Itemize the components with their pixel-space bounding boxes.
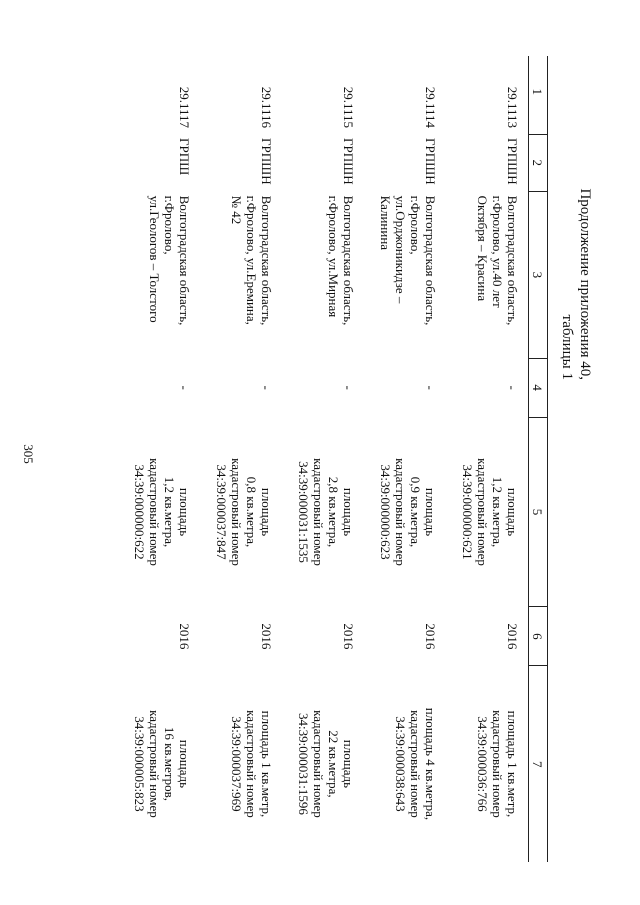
cell-col7: площадь 22 кв.метра, кадастровый номер 34:39:000031:1596: [296, 710, 356, 818]
cell-col5: площадь 1,2 кв.метра, кадастровый номер 34:39:000000:622: [132, 458, 192, 566]
header-col-1: 1: [529, 56, 548, 134]
cell-number: 29.1117: [177, 86, 192, 128]
header-col-3: 3: [529, 192, 548, 359]
cell-type: ГРПШН: [341, 138, 356, 185]
table-row: [118, 56, 200, 862]
header-col-6: 6: [529, 607, 548, 666]
cell-col5: площадь 2,8 кв.метра, кадастровый номер 34:39:000031:1535: [296, 458, 356, 566]
table-row: [200, 56, 282, 862]
header-col-4: 4: [529, 358, 548, 417]
page-number: 305: [20, 444, 36, 464]
cell-col7: площадь 4 кв.метра, кадастровый номер 34:39:000038:643: [393, 707, 438, 821]
cell-col5: площадь 0,8 кв.метра, кадастровый номер 34:39:000037:847: [214, 458, 274, 566]
cell-col7: площадь 1 кв.метр, кадастровый номер 34:39:000036:766: [475, 710, 520, 818]
data-table: [118, 56, 548, 862]
cell-col4: -: [341, 385, 356, 390]
cell-col5: площадь 1,2 кв.метра, кадастровый номер 34:39:000000:621: [460, 458, 520, 566]
cell-type: ГРПШН: [423, 138, 438, 185]
cell-number: 29.1115: [341, 86, 356, 128]
header-col-5: 5: [529, 417, 548, 607]
cell-year: 2016: [505, 623, 520, 650]
cell-col4: -: [177, 385, 192, 390]
header-col-7: 7: [529, 666, 548, 862]
cell-address: Волгоградская область, г.Фролово, ул.Мирная: [326, 195, 356, 326]
cell-address: Волгоградская область, г.Фролово, ул.Геологов – Толстого: [147, 195, 192, 326]
header-row: [529, 56, 548, 862]
header-col-2: 2: [529, 134, 548, 192]
cell-col5: площадь 0,9 кв.метра, кадастровый номер 34:39:000000:623: [378, 458, 438, 566]
table-row: [282, 56, 364, 862]
table-row: [446, 56, 529, 862]
cell-type: ГРПШ: [177, 138, 192, 176]
cell-address: Волгоградская область, г.Фролово, ул.40 лет Октября – Красина: [475, 195, 520, 326]
cell-col4: -: [259, 385, 274, 390]
cell-year: 2016: [341, 623, 356, 650]
cell-col7: площадь 16 кв.метров, кадастровый номер 34:39:000005:823: [132, 710, 192, 818]
cell-type: ГРПШН: [259, 138, 274, 185]
table-caption: [558, 40, 594, 380]
cell-address: Волгоградская область, г.Фролово, ул.Еремина, № 42: [229, 195, 274, 326]
cell-col7: площадь 1 кв.метр, кадастровый номер 34:39:000037:969: [229, 710, 274, 818]
cell-year: 2016: [423, 623, 438, 650]
table-row: [364, 56, 446, 862]
cell-year: 2016: [177, 623, 192, 650]
cell-number: 29.1113: [505, 86, 520, 128]
cell-number: 29.1114: [423, 86, 438, 128]
cell-address: Волгоградская область, г.Фролово, ул.Орджоникидзе – Калинина: [378, 195, 438, 326]
cell-col4: -: [505, 385, 520, 390]
cell-type: ГРПШН: [505, 138, 520, 185]
cell-year: 2016: [259, 623, 274, 650]
cell-col4: -: [423, 385, 438, 390]
caption-line-2: таблицы 1: [559, 314, 575, 380]
cell-number: 29.1116: [259, 86, 274, 128]
caption-line-1: Продолжение приложения 40,: [577, 188, 593, 380]
